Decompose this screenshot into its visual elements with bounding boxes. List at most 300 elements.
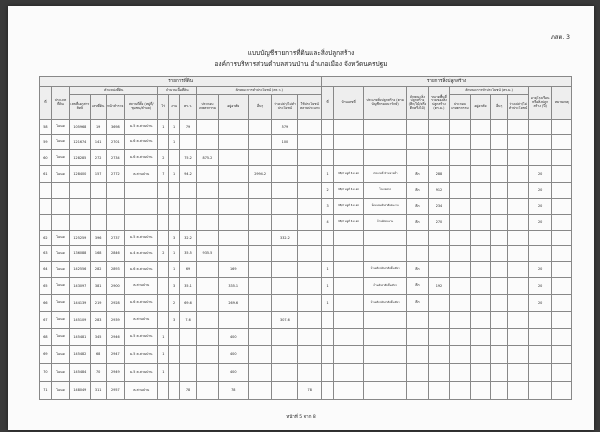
cell-ngan: 1 bbox=[169, 166, 180, 183]
col-house-no: บ้านเลขที่ bbox=[333, 87, 363, 120]
cell-type: โฉนด bbox=[51, 363, 69, 381]
cell-land: 272 bbox=[90, 149, 106, 166]
cell-b-type: บ้านพักคนงาน bbox=[364, 214, 407, 230]
cell-age: 20 bbox=[528, 166, 552, 183]
cell-land: 19 bbox=[90, 120, 106, 135]
cell-b-char bbox=[407, 345, 429, 363]
cell-agri bbox=[197, 214, 219, 230]
cell-note bbox=[552, 198, 572, 214]
cell-mixed bbox=[298, 328, 322, 345]
cell-agri bbox=[197, 134, 219, 149]
table-row bbox=[40, 363, 572, 381]
cell-other bbox=[248, 198, 272, 214]
cell-wa: 35.1 bbox=[179, 278, 196, 295]
col-deed-no: เลขที่เอกสารสิทธิ์ bbox=[70, 95, 90, 120]
cell-age bbox=[528, 149, 552, 166]
cell-b-vacant bbox=[508, 134, 528, 149]
cell-b-no bbox=[322, 328, 334, 345]
cell-vacant bbox=[272, 214, 298, 230]
cell-ngan bbox=[169, 345, 180, 363]
cell-type: โฉนด bbox=[51, 311, 69, 328]
cell-other bbox=[248, 363, 272, 381]
cell-land bbox=[90, 214, 106, 230]
cell-survey: 2900 bbox=[106, 278, 124, 295]
cell-other bbox=[248, 246, 272, 261]
cell-no: 65 bbox=[40, 278, 52, 295]
cell-ngan: 3 bbox=[169, 278, 180, 295]
cell-rai bbox=[158, 214, 169, 230]
cell-res: 400 bbox=[218, 363, 248, 381]
cell-type: โฉนด bbox=[51, 278, 69, 295]
cell-other bbox=[248, 311, 272, 328]
cell-rai bbox=[158, 311, 169, 328]
cell-mixed bbox=[298, 294, 322, 311]
cell-b-other bbox=[491, 294, 508, 311]
cell-b-no bbox=[322, 120, 334, 135]
cell-no bbox=[40, 182, 52, 198]
b-use-group-header: ลักษณะการทำประโยชน์ (ตร.ม.) bbox=[450, 87, 529, 95]
cell-house: 98/2 หมู่ที่ 6 ต.สป bbox=[333, 166, 363, 183]
cell-res bbox=[218, 311, 248, 328]
cell-wa bbox=[179, 363, 196, 381]
cell-mixed bbox=[298, 363, 322, 381]
cell-b-vacant bbox=[508, 230, 528, 245]
cell-b-agri bbox=[450, 278, 470, 295]
cell-rai: 1 bbox=[158, 345, 169, 363]
cell-wa: 69 bbox=[179, 261, 196, 278]
cell-b-vacant bbox=[508, 214, 528, 230]
cell-survey: 3698 bbox=[106, 120, 124, 135]
cell-vacant bbox=[272, 278, 298, 295]
cell-b-type bbox=[364, 345, 407, 363]
cell-b-agri bbox=[450, 345, 470, 363]
cell-house bbox=[333, 328, 363, 345]
cell-rai: 1 bbox=[158, 328, 169, 345]
cell-deed: 145109 bbox=[70, 311, 90, 328]
cell-house bbox=[333, 278, 363, 295]
cell-b-size: 912 bbox=[428, 182, 450, 198]
table-row bbox=[40, 149, 572, 166]
cell-b-type: บ้านเดี่ยวพักอาศัยชั้นเดียว bbox=[364, 261, 407, 278]
cell-note bbox=[552, 214, 572, 230]
cell-b-res bbox=[470, 214, 490, 230]
cell-deed: 148049 bbox=[70, 381, 90, 399]
cell-b-agri bbox=[450, 246, 470, 261]
cell-land bbox=[90, 182, 106, 198]
cell-b-type bbox=[364, 149, 407, 166]
table-row bbox=[40, 198, 572, 214]
cell-loc: ต.สวนป่าน bbox=[125, 278, 158, 295]
cell-b-other bbox=[491, 311, 508, 328]
table-row bbox=[40, 246, 572, 261]
cell-age bbox=[528, 311, 552, 328]
cell-b-size: 270 bbox=[428, 214, 450, 230]
cell-b-vacant bbox=[508, 246, 528, 261]
cell-type bbox=[51, 214, 69, 230]
cell-b-other bbox=[491, 261, 508, 278]
cell-agri: 935.5 bbox=[197, 246, 219, 261]
cell-b-type: บ้านพักอาศัยชั้นเดียว bbox=[364, 278, 407, 295]
cell-no: 62 bbox=[40, 230, 52, 245]
document-subtitle: องค์การบริหารส่วนตำบลสวนป่าน อำเภอเมือง จังหวัดนครปฐม bbox=[214, 60, 388, 68]
cell-mixed bbox=[298, 311, 322, 328]
cell-res: 400 bbox=[218, 328, 248, 345]
cell-age bbox=[528, 246, 552, 261]
cell-b-vacant bbox=[508, 278, 528, 295]
cell-wa: 35.5 bbox=[179, 246, 196, 261]
cell-b-other bbox=[491, 328, 508, 345]
cell-survey: 2957 bbox=[106, 381, 124, 399]
cell-b-size bbox=[428, 246, 450, 261]
cell-deed: 128400 bbox=[70, 166, 90, 183]
cell-vacant: 307.6 bbox=[272, 311, 298, 328]
cell-no: 69 bbox=[40, 345, 52, 363]
cell-loc: ต.สวนป่าน bbox=[125, 311, 158, 328]
cell-b-size: 234 bbox=[428, 198, 450, 214]
col-agri: ประกอบเกษตรกรรม bbox=[197, 95, 219, 120]
table-row bbox=[40, 311, 572, 328]
cell-age bbox=[528, 381, 552, 399]
col-b-other: อื่นๆ bbox=[491, 95, 508, 120]
cell-b-size bbox=[428, 294, 450, 311]
cell-b-char: ตึก bbox=[407, 278, 429, 295]
cell-wa: 78 bbox=[179, 381, 196, 399]
cell-note bbox=[552, 120, 572, 135]
cell-land: 345 bbox=[90, 328, 106, 345]
cell-loc: ม.6 ต.สวนป่าน bbox=[125, 261, 158, 278]
cell-ngan: 3 bbox=[169, 311, 180, 328]
cell-b-res bbox=[470, 120, 490, 135]
col-survey: หน้าสำรวจ bbox=[106, 95, 124, 120]
cell-vacant bbox=[272, 363, 298, 381]
cell-mixed bbox=[298, 230, 322, 245]
cell-b-res bbox=[470, 278, 490, 295]
cell-deed bbox=[70, 214, 90, 230]
cell-other bbox=[248, 294, 272, 311]
cell-b-char bbox=[407, 381, 429, 399]
cell-vacant bbox=[272, 328, 298, 345]
cell-b-agri bbox=[450, 166, 470, 183]
cell-b-char bbox=[407, 311, 429, 328]
form-code: ภสต. 3 bbox=[550, 34, 570, 41]
cell-b-vacant bbox=[508, 182, 528, 198]
cell-house: 98/2 หมู่ที่ 6 ต.สป bbox=[333, 182, 363, 198]
cell-b-other bbox=[491, 120, 508, 135]
cell-deed: 145484 bbox=[70, 363, 90, 381]
cell-land: 168 bbox=[90, 246, 106, 261]
cell-b-res bbox=[470, 182, 490, 198]
cell-vacant bbox=[272, 246, 298, 261]
cell-deed: 105968 bbox=[70, 120, 90, 135]
cell-b-char bbox=[407, 246, 429, 261]
cell-age: 20 bbox=[528, 294, 552, 311]
cell-survey: 2949 bbox=[106, 363, 124, 381]
table-row bbox=[40, 230, 572, 245]
table-row bbox=[40, 182, 572, 198]
cell-mixed bbox=[298, 166, 322, 183]
col-land-location: สถานที่ตั้ง (หมู่ที่/ชุมชน/ตำบล) bbox=[125, 95, 158, 120]
cell-note bbox=[552, 261, 572, 278]
cell-b-size bbox=[428, 345, 450, 363]
land-group-header: รายการที่ดิน bbox=[40, 77, 322, 87]
cell-b-type bbox=[364, 311, 407, 328]
cell-note bbox=[552, 345, 572, 363]
cell-b-size bbox=[428, 311, 450, 328]
cell-b-size: 288 bbox=[428, 166, 450, 183]
cell-mixed bbox=[298, 214, 322, 230]
cell-other bbox=[248, 261, 272, 278]
cell-b-vacant bbox=[508, 381, 528, 399]
cell-agri bbox=[197, 294, 219, 311]
col-b-vacant: ว่างเปล่า/ไม่ทำประโยชน์ bbox=[508, 95, 528, 120]
cell-b-res bbox=[470, 166, 490, 183]
cell-wa: 32.2 bbox=[179, 230, 196, 245]
cell-loc: ม.5 ต.สวนป่าน bbox=[125, 328, 158, 345]
cell-no: 63 bbox=[40, 246, 52, 261]
cell-type: โฉนด bbox=[51, 149, 69, 166]
cell-house: 98/2 หมู่ที่ 6 ต.สป bbox=[333, 214, 363, 230]
cell-agri bbox=[197, 230, 219, 245]
cell-mixed bbox=[298, 278, 322, 295]
col-mixed: ใช้ประโยชน์หลายประเภท bbox=[298, 95, 322, 120]
cell-b-agri bbox=[450, 149, 470, 166]
cell-rai bbox=[158, 134, 169, 149]
cell-b-res bbox=[470, 311, 490, 328]
cell-res bbox=[218, 149, 248, 166]
cell-b-res bbox=[470, 198, 490, 214]
cell-b-other bbox=[491, 345, 508, 363]
cell-b-vacant bbox=[508, 149, 528, 166]
cell-type: โฉนด bbox=[51, 246, 69, 261]
cell-b-type: บ้านเดี่ยวพักอาศัยชั้นเดียว bbox=[364, 294, 407, 311]
cell-no: 66 bbox=[40, 294, 52, 311]
cell-b-vacant bbox=[508, 198, 528, 214]
cell-deed: 136088 bbox=[70, 246, 90, 261]
cell-res bbox=[218, 214, 248, 230]
cell-land: 157 bbox=[90, 166, 106, 183]
cell-wa: 69.6 bbox=[179, 294, 196, 311]
cell-b-size bbox=[428, 230, 450, 245]
cell-house bbox=[333, 294, 363, 311]
cell-b-res bbox=[470, 363, 490, 381]
cell-survey: 2939 bbox=[106, 311, 124, 328]
cell-type: โฉนด bbox=[51, 328, 69, 345]
cell-loc: ม.4 ต.สวนป่าน bbox=[125, 246, 158, 261]
cell-b-type bbox=[364, 134, 407, 149]
cell-b-size: 192 bbox=[428, 278, 450, 295]
cell-note bbox=[552, 182, 572, 198]
cell-res bbox=[218, 134, 248, 149]
cell-b-no bbox=[322, 363, 334, 381]
cell-b-res bbox=[470, 345, 490, 363]
cell-loc bbox=[125, 182, 158, 198]
cell-b-res bbox=[470, 381, 490, 399]
cell-land: 282 bbox=[90, 261, 106, 278]
cell-house bbox=[333, 246, 363, 261]
cell-b-other bbox=[491, 363, 508, 381]
cell-b-type bbox=[364, 381, 407, 399]
cell-note bbox=[552, 381, 572, 399]
cell-loc: ม.6 ต.สวนป่าน bbox=[125, 134, 158, 149]
cell-no: 71 bbox=[40, 381, 52, 399]
cell-no: 58 bbox=[40, 120, 52, 135]
cell-deed: 144139 bbox=[70, 294, 90, 311]
col-land-no: เลขที่ดิน bbox=[90, 95, 106, 120]
cell-b-agri bbox=[450, 328, 470, 345]
cell-note bbox=[552, 230, 572, 245]
cell-res: 169 bbox=[218, 261, 248, 278]
cell-type: โฉนด bbox=[51, 294, 69, 311]
cell-vacant bbox=[272, 261, 298, 278]
cell-res bbox=[218, 166, 248, 183]
cell-b-type bbox=[364, 328, 407, 345]
cell-b-other bbox=[491, 134, 508, 149]
cell-b-no: 3 bbox=[322, 198, 334, 214]
col-b-no: ที่ bbox=[322, 87, 334, 120]
cell-age: 20 bbox=[528, 278, 552, 295]
cell-b-vacant bbox=[508, 345, 528, 363]
cell-b-char: ตึก bbox=[407, 182, 429, 198]
cell-age bbox=[528, 120, 552, 135]
cell-other bbox=[248, 345, 272, 363]
cell-wa: 94.2 bbox=[179, 166, 196, 183]
cell-note bbox=[552, 328, 572, 345]
cell-b-no: 1 bbox=[322, 278, 334, 295]
cell-no: 68 bbox=[40, 328, 52, 345]
cell-survey: 2701 bbox=[106, 134, 124, 149]
cell-other: 2994.2 bbox=[248, 166, 272, 183]
table-row bbox=[40, 166, 572, 183]
cell-b-other bbox=[491, 214, 508, 230]
cell-note bbox=[552, 134, 572, 149]
col-b-agri: ประกอบเกษตรกรรม bbox=[450, 95, 470, 120]
cell-loc: ต.สวนป่าน bbox=[125, 381, 158, 399]
cell-mixed: 78 bbox=[298, 381, 322, 399]
cell-b-size bbox=[428, 261, 450, 278]
cell-b-agri bbox=[450, 311, 470, 328]
page-footer: หน้าที่ 5 จาก 8 bbox=[286, 415, 316, 420]
cell-house bbox=[333, 120, 363, 135]
cell-house bbox=[333, 134, 363, 149]
cell-res bbox=[218, 120, 248, 135]
cell-b-type: ห้องนอนพักอาศัยคนงาน bbox=[364, 198, 407, 214]
document-title: แบบบัญชีรายการที่ดินและสิ่งปลูกสร้าง bbox=[247, 49, 355, 57]
cell-mixed bbox=[298, 120, 322, 135]
col-b-char: ลักษณะสิ่งปลูกสร้าง (ตึก/ไม้/ครึ่งตึกครึ่งไม้) bbox=[407, 87, 429, 120]
table-row bbox=[40, 120, 572, 135]
cell-deed: 128285 bbox=[70, 149, 90, 166]
cell-wa: 79 bbox=[179, 120, 196, 135]
land-building-table bbox=[39, 76, 572, 400]
cell-b-no bbox=[322, 381, 334, 399]
table-row bbox=[40, 278, 572, 295]
cell-ngan: 1 bbox=[169, 246, 180, 261]
cell-b-other bbox=[491, 182, 508, 198]
col-rai: ไร่ bbox=[158, 95, 169, 120]
cell-b-agri bbox=[450, 198, 470, 214]
cell-agri bbox=[197, 120, 219, 135]
cell-loc: ม.5 ต.สวนป่าน bbox=[125, 230, 158, 245]
cell-land: 68 bbox=[90, 345, 106, 363]
cell-b-vacant bbox=[508, 166, 528, 183]
cell-land: 70 bbox=[90, 363, 106, 381]
cell-mixed bbox=[298, 182, 322, 198]
cell-b-agri bbox=[450, 182, 470, 198]
cell-b-vacant bbox=[508, 294, 528, 311]
cell-age bbox=[528, 345, 552, 363]
cell-deed: 145481 bbox=[70, 328, 90, 345]
area-group-header: จำนวนเนื้อที่ดิน bbox=[158, 87, 197, 95]
cell-other bbox=[248, 120, 272, 135]
cell-b-agri bbox=[450, 261, 470, 278]
cell-rai: 7 bbox=[158, 166, 169, 183]
cell-b-other bbox=[491, 246, 508, 261]
cell-mixed bbox=[298, 198, 322, 214]
cell-b-agri bbox=[450, 134, 470, 149]
cell-age bbox=[528, 328, 552, 345]
cell-agri bbox=[197, 198, 219, 214]
cell-wa bbox=[179, 345, 196, 363]
cell-no bbox=[40, 214, 52, 230]
col-other: อื่นๆ bbox=[248, 95, 272, 120]
cell-res bbox=[218, 246, 248, 261]
cell-wa bbox=[179, 198, 196, 214]
col-wa: ตร.ว. bbox=[179, 95, 196, 120]
cell-agri bbox=[197, 328, 219, 345]
cell-loc: ต.สวนป่าน bbox=[125, 166, 158, 183]
col-doc-type: ประเภทที่ดิน bbox=[51, 87, 69, 120]
cell-res: 78 bbox=[218, 381, 248, 399]
cell-vacant: 332.2 bbox=[272, 230, 298, 245]
cell-rai: 1 bbox=[158, 120, 169, 135]
cell-agri bbox=[197, 311, 219, 328]
cell-b-type bbox=[364, 246, 407, 261]
cell-b-res bbox=[470, 328, 490, 345]
cell-deed: 142556 bbox=[70, 261, 90, 278]
cell-b-other bbox=[491, 278, 508, 295]
cell-wa bbox=[179, 214, 196, 230]
cell-type: โฉนด bbox=[51, 345, 69, 363]
cell-b-other bbox=[491, 230, 508, 245]
cell-b-agri bbox=[450, 120, 470, 135]
cell-house bbox=[333, 230, 363, 245]
cell-b-no: 1 bbox=[322, 294, 334, 311]
cell-b-no bbox=[322, 134, 334, 149]
table-row bbox=[40, 328, 572, 345]
cell-ngan: 2 bbox=[169, 294, 180, 311]
cell-b-vacant bbox=[508, 363, 528, 381]
cell-b-no bbox=[322, 230, 334, 245]
cell-loc: ม.5 ต.สวนป่าน bbox=[125, 345, 158, 363]
cell-b-no bbox=[322, 311, 334, 328]
cell-agri bbox=[197, 278, 219, 295]
cell-loc bbox=[125, 214, 158, 230]
cell-ngan bbox=[169, 363, 180, 381]
cell-b-no bbox=[322, 345, 334, 363]
cell-note bbox=[552, 294, 572, 311]
col-vacant: ว่างเปล่า/ไม่ทำประโยชน์ bbox=[272, 95, 298, 120]
cell-other bbox=[248, 381, 272, 399]
cell-rai bbox=[158, 278, 169, 295]
cell-b-agri bbox=[450, 294, 470, 311]
cell-age: 20 bbox=[528, 214, 552, 230]
cell-b-char bbox=[407, 149, 429, 166]
cell-age: 20 bbox=[528, 182, 552, 198]
cell-b-no: 4 bbox=[322, 214, 334, 230]
cell-ngan bbox=[169, 328, 180, 345]
col-ngan: งาน bbox=[169, 95, 180, 120]
document-page bbox=[8, 6, 594, 430]
